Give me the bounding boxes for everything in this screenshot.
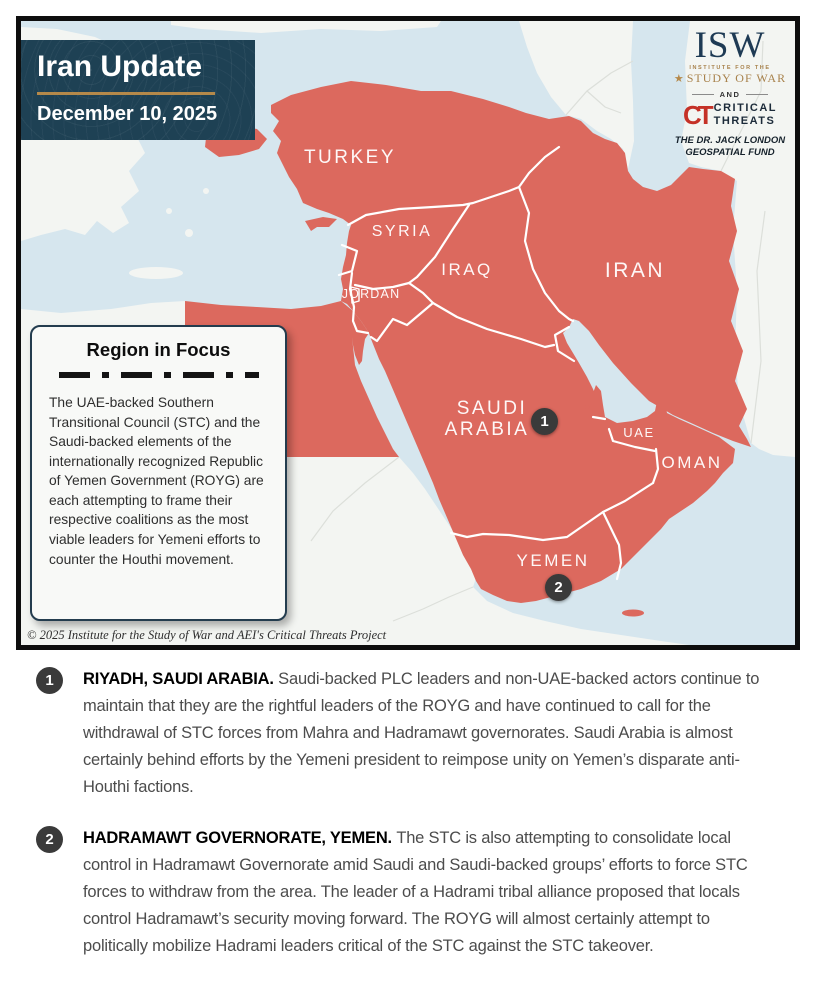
region-in-focus-text: The UAE-backed Southern Transitional Council (STC) and the Saudi-backed elements of the internationally recognized Republic of Yemen Government (ROYG) are each attempting to frame their respective coalitions as the most viable leaders for Yemeni efforts to counter the Houthi movement. xyxy=(49,395,264,567)
socotra xyxy=(622,610,644,617)
region-in-focus-box xyxy=(30,325,287,621)
map-panel xyxy=(16,16,800,650)
label-iraq: IRAQ xyxy=(441,260,493,279)
isw-logo: ISW xyxy=(694,25,766,66)
page-title: Iran Update xyxy=(37,50,203,83)
title-divider xyxy=(37,92,215,95)
map-date: December 10, 2025 xyxy=(37,102,218,125)
label-uae: UAE xyxy=(623,425,655,440)
note-item-1 xyxy=(36,666,780,801)
map-marker-2: 2 xyxy=(545,574,572,601)
note-text-2 xyxy=(83,825,775,960)
isw-institute-small: INSTITUTE FOR THE xyxy=(689,65,771,71)
label-saudi-line2: ARABIA xyxy=(444,419,530,440)
label-turkey: TURKEY xyxy=(303,147,397,168)
dash-dot-line xyxy=(59,372,259,378)
map-marker-1: 1 xyxy=(531,408,558,435)
region-in-focus-title: Region in Focus xyxy=(86,339,231,360)
label-saudi-line1: SAUDI xyxy=(456,398,528,419)
note-body-1: Saudi-backed PLC leaders and non-UAE-backed actors continue to maintain that they are the rightful leaders of the ROYG and have continued to call for the withdrawal of STC forces from Mahra and Hadramawt governorates. Saudi Arabia is almost certainly behind efforts by the Yemeni president to reimpose unity on Yemen’s disparate anti-Houthi factions. xyxy=(83,670,760,796)
notes-section xyxy=(36,666,780,984)
label-iran: IRAN xyxy=(604,259,666,282)
critical-threats-wordmark: CRITICAL THREATS xyxy=(713,102,777,127)
critical-threats-logo xyxy=(669,102,791,128)
map-title-box xyxy=(21,40,255,140)
label-syria: SYRIA xyxy=(371,223,433,240)
and-divider: AND xyxy=(669,90,791,99)
divider-line xyxy=(692,94,714,95)
note-badge-2: 2 xyxy=(36,826,63,853)
divider-line xyxy=(746,94,768,95)
note-badge-1: 1 xyxy=(36,667,63,694)
geospatial-fund-credit: THE DR. JACK LONDON GEOSPATIAL FUND xyxy=(674,135,786,159)
note-title-2: HADRAMAWT GOVERNORATE, YEMEN. xyxy=(83,829,392,847)
ct-monogram: CT xyxy=(683,100,710,130)
note-item-2 xyxy=(36,825,780,960)
star-icon: ★ xyxy=(673,73,685,85)
copyright-line: © 2025 Institute for the Study of War and AEI's Critical Threats Project xyxy=(27,628,387,642)
note-text-1 xyxy=(83,666,775,801)
label-oman: OMAN xyxy=(661,453,723,472)
logo-block xyxy=(669,27,791,160)
isw-study-of-war: ★ STUDY OF WAR xyxy=(673,71,787,85)
note-title-1: RIYADH, SAUDI ARABIA. xyxy=(83,670,274,688)
label-jordan: JORDAN xyxy=(341,287,401,301)
note-body-2: The STC is also attempting to consolidate local control in Hadramawt Governorate amid Saudi and Saudi-backed groups’ efforts to force STC forces to withdraw from the area. The leader of a Hadrami tribal alliance proposed that locals control Hadramawt’s security moving forward. The ROYG will almost certainly attempt to politically mobilize Hadrami leaders critical of the STC against the STC takeover. xyxy=(83,829,748,955)
label-yemen: YEMEN xyxy=(516,551,590,570)
